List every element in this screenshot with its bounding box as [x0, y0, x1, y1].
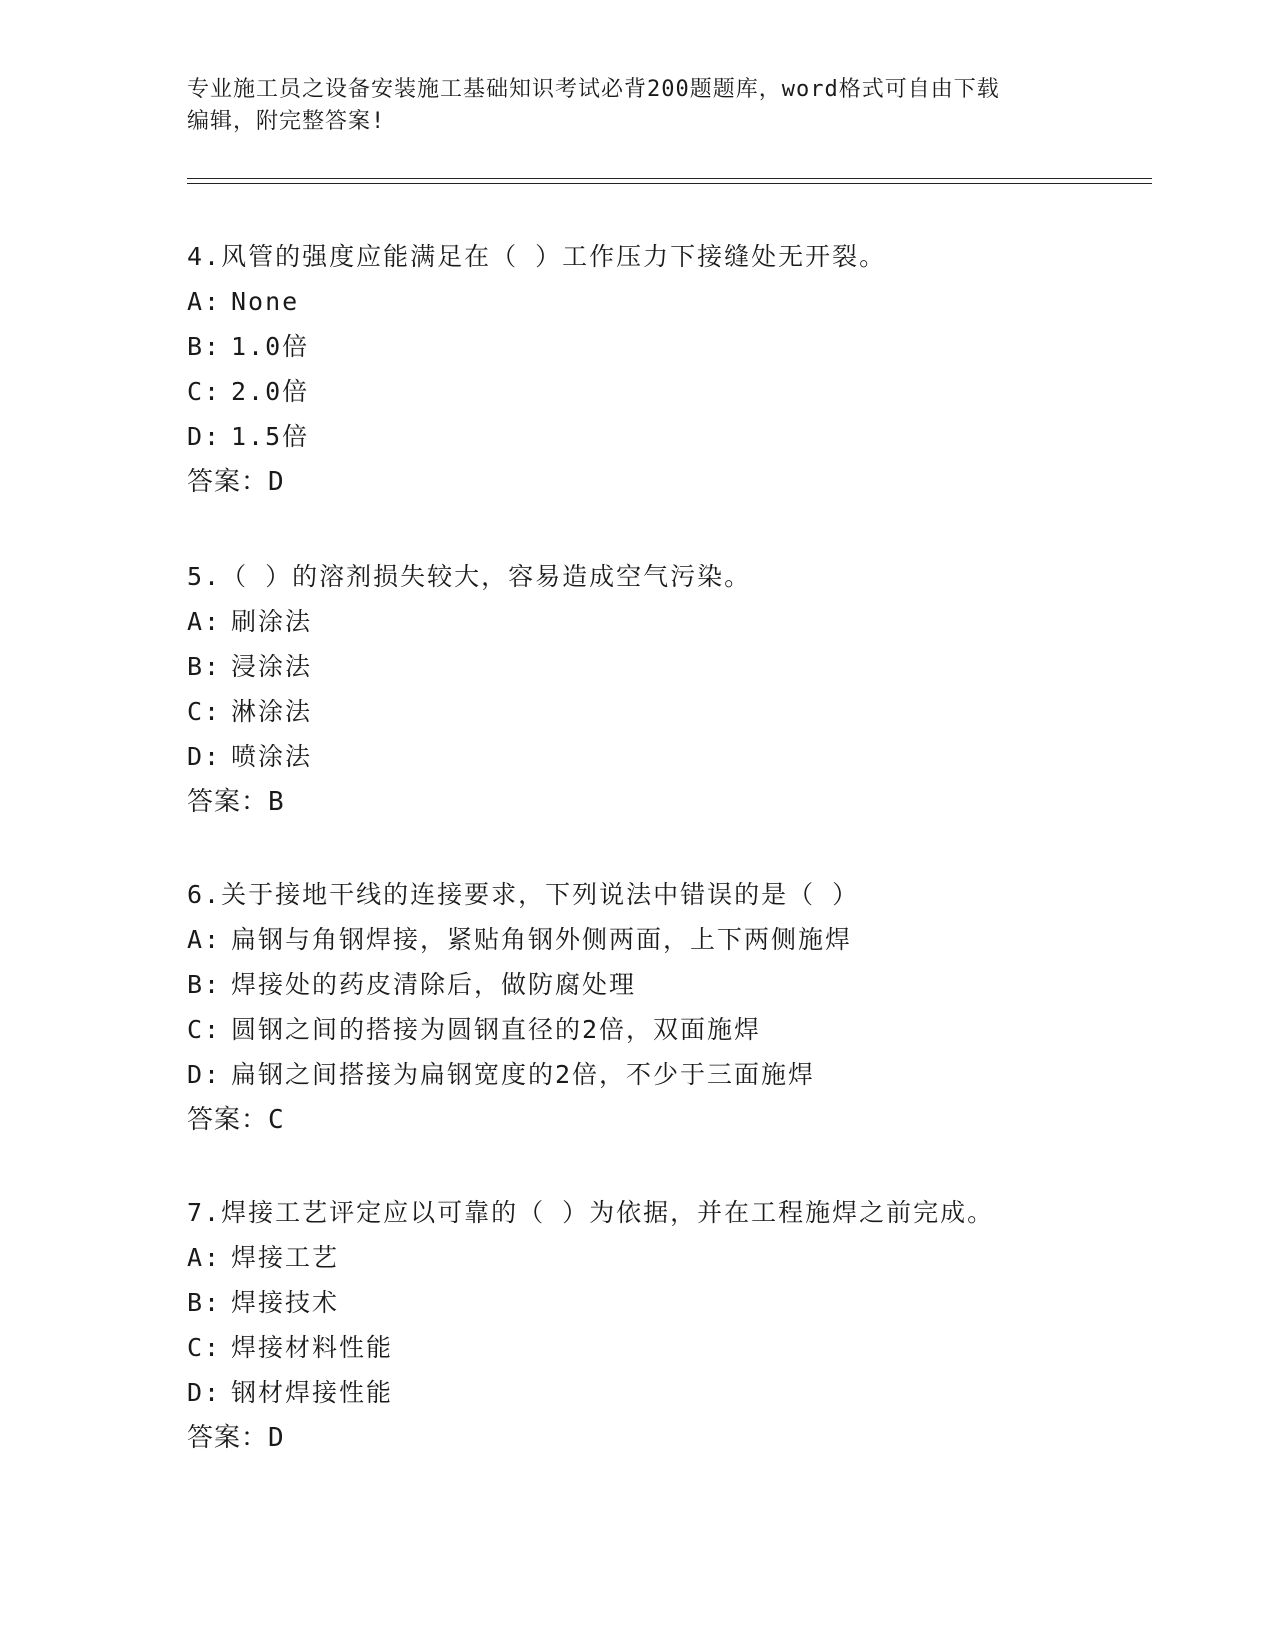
option-d: [187, 1052, 1187, 1097]
question-stem: 6.关于接地干线的连接要求，下列说法中错误的是（ ）: [187, 880, 860, 909]
answer-value: D: [268, 467, 285, 497]
option-key: B:: [187, 332, 222, 361]
option-text: 焊接材料性能: [231, 1333, 394, 1362]
answer-value: D: [268, 1423, 285, 1453]
option-a: [187, 917, 1187, 962]
answer-line: [187, 459, 1187, 505]
option-key: D:: [187, 742, 222, 771]
option-text: 焊接技术: [231, 1288, 340, 1317]
option-b: [187, 1280, 1187, 1325]
option-key: A:: [187, 607, 222, 636]
answer-value: B: [268, 787, 285, 817]
option-key: D:: [187, 1060, 222, 1089]
answer-value: C: [268, 1105, 285, 1135]
option-text: 浸涂法: [231, 652, 313, 681]
answer-line: [187, 1097, 1187, 1143]
option-d: [187, 414, 1187, 459]
option-key: D:: [187, 1378, 222, 1407]
option-text: 1.0倍: [231, 332, 310, 361]
option-b: [187, 962, 1187, 1007]
option-text: 焊接工艺: [231, 1243, 340, 1272]
option-b: [187, 324, 1187, 369]
option-text: 扁钢与角钢焊接，紧贴角钢外侧两面，上下两侧施焊: [231, 925, 853, 954]
option-key: D:: [187, 422, 222, 451]
question-stem: 5.（ ）的溶剂损失较大，容易造成空气污染。: [187, 562, 752, 591]
option-c: [187, 689, 1187, 734]
header-title-line-1: 专业施工员之设备安装施工基础知识考试必背200题题库，word格式可自由下载: [187, 77, 1000, 102]
option-key: C:: [187, 1015, 222, 1044]
option-key: B:: [187, 970, 222, 999]
option-text: 淋涂法: [231, 697, 313, 726]
option-key: C:: [187, 697, 222, 726]
option-key: A:: [187, 925, 222, 954]
question-block: [187, 1190, 1187, 1461]
option-key: B:: [187, 652, 222, 681]
question-block: [187, 872, 1187, 1143]
option-key: A:: [187, 1243, 222, 1272]
option-text: None: [231, 287, 300, 316]
option-b: [187, 644, 1187, 689]
option-text: 2.0倍: [231, 377, 310, 406]
option-text: 喷涂法: [231, 742, 313, 771]
option-key: C:: [187, 1333, 222, 1362]
option-text: 1.5倍: [231, 422, 310, 451]
option-text: 钢材焊接性能: [231, 1378, 394, 1407]
answer-line: [187, 1415, 1187, 1461]
answer-line: [187, 779, 1187, 825]
option-a: [187, 279, 1187, 324]
answer-label: 答案：: [187, 1105, 269, 1135]
option-text: 焊接处的药皮清除后，做防腐处理: [231, 970, 637, 999]
option-key: B:: [187, 1288, 222, 1317]
option-c: [187, 1007, 1187, 1052]
question-stem: 7.焊接工艺评定应以可靠的（ ）为依据，并在工程施焊之前完成。: [187, 1198, 995, 1227]
option-a: [187, 599, 1187, 644]
answer-label: 答案：: [187, 787, 269, 817]
option-c: [187, 369, 1187, 414]
option-a: [187, 1235, 1187, 1280]
option-key: A:: [187, 287, 222, 316]
option-d: [187, 734, 1187, 779]
answer-label: 答案：: [187, 467, 269, 497]
document-header: [187, 74, 1087, 138]
answer-label: 答案：: [187, 1423, 269, 1453]
option-key: C:: [187, 377, 222, 406]
question-block: [187, 234, 1187, 505]
option-text: 圆钢之间的搭接为圆钢直径的2倍，双面施焊: [231, 1015, 762, 1044]
option-d: [187, 1370, 1187, 1415]
header-divider-top: [187, 178, 1152, 179]
option-c: [187, 1325, 1187, 1370]
question-block: [187, 554, 1187, 825]
question-stem: 4.风管的强度应能满足在（ ）工作压力下接缝处无开裂。: [187, 242, 887, 271]
option-text: 刷涂法: [231, 607, 313, 636]
header-title-line-2: 编辑，附完整答案!: [187, 109, 386, 134]
option-text: 扁钢之间搭接为扁钢宽度的2倍，不少于三面施焊: [231, 1060, 816, 1089]
header-divider-bottom: [187, 183, 1152, 184]
